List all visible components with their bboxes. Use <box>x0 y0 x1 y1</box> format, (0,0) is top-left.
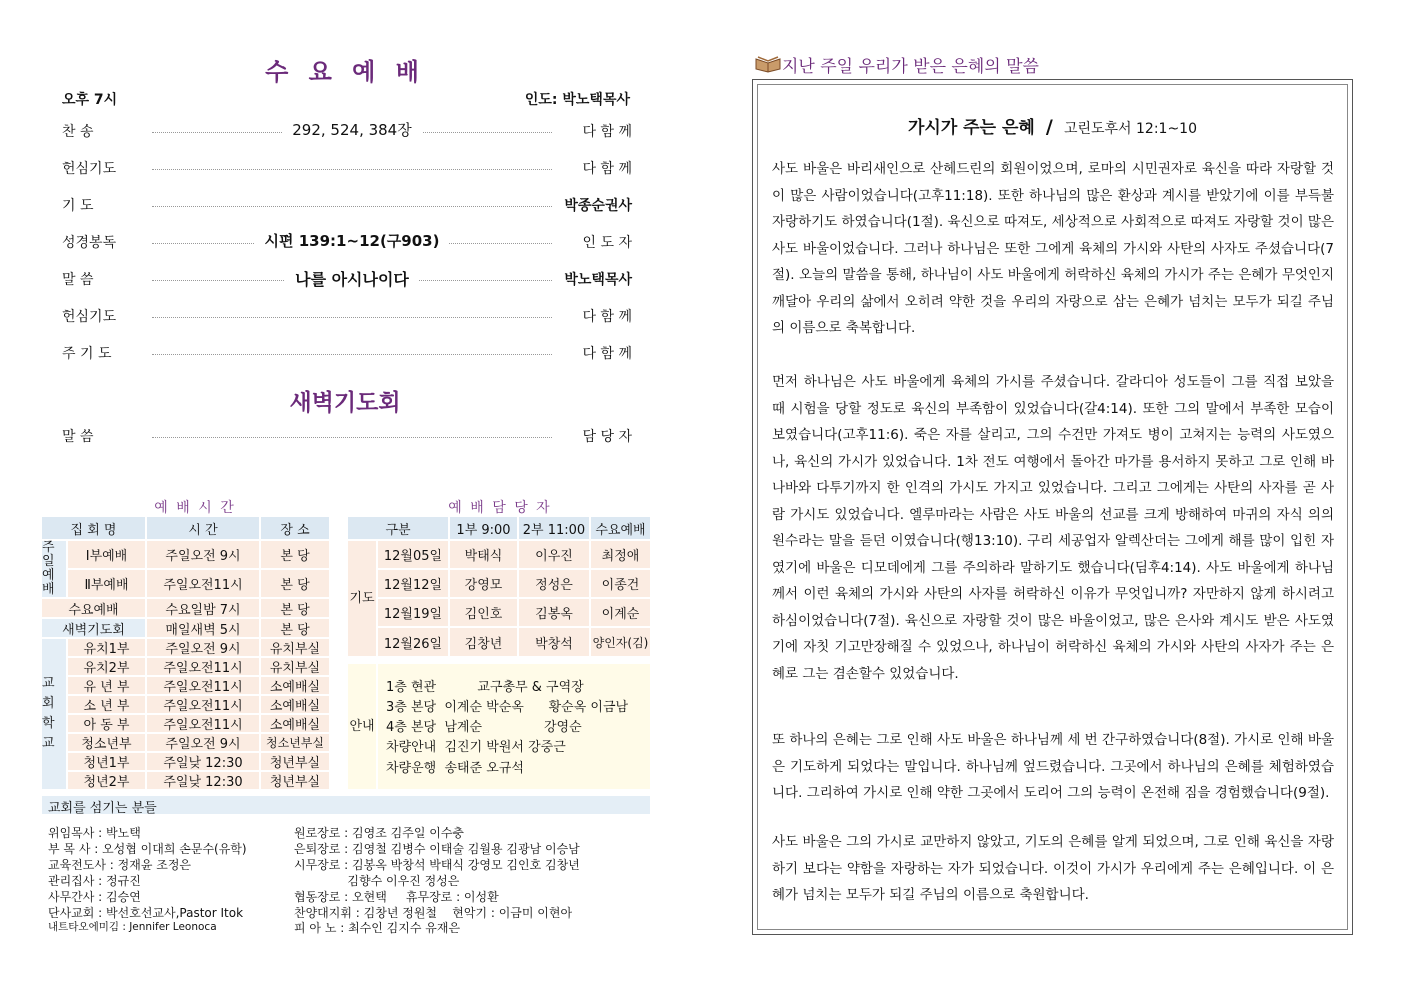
sermon-paragraph: 또 하나의 은혜는 그로 인해 사도 바울은 하나님께 세 번 간구하였습니다(8절). 가시로 인해 바울은 기도하게 되었다는 말입니다. 하나님께 엎드렸습니다. 그곳에서 하나님의 은혜를 체험하였습니다. 그리하여 가시로 인해 약한 그곳에서 도리어 그의 능력이 온전해 짐을 경험했습니다(9절). <box>772 732 1334 801</box>
table-cell: 주일오전11시 <box>147 696 259 713</box>
servant-line: 내트타오에미김 : Jennifer Leonoca <box>48 921 217 933</box>
row-person: 다 함 께 <box>582 309 632 325</box>
table-cell: 유 년 부 <box>68 677 145 694</box>
table-cell: 소예배실 <box>261 696 329 713</box>
table-cell: 청년부실 <box>261 753 329 770</box>
table-cell: 최정애 <box>591 541 650 568</box>
row-person: 박종순권사 <box>564 198 632 214</box>
sermon-reference: 고린도후서 12:1~10 <box>1063 121 1197 137</box>
row-person: 다 함 께 <box>582 124 632 140</box>
sermon-paragraph: 사도 바울은 그의 가시로 교만하지 않았고, 기도의 은혜를 알게 되었으며, 그로 인해 육신을 자랑하기 보다는 약함을 자랑하는 자가 되었습니다. 이것이 가시가 우리에게 주는 은혜입니다. 이 은혜가 넘치는 모두가 되길 주님의 이름으로 축원합니다. <box>772 834 1334 903</box>
table-cell: 12월26일 <box>378 628 448 656</box>
service-row <box>62 306 632 330</box>
table-cell: 매일새벽 5시 <box>147 619 259 637</box>
service-row <box>62 121 632 145</box>
service-row <box>62 158 632 182</box>
notice-line: 3층 본당 이계순 박순옥 황순옥 이금남 <box>386 700 629 715</box>
table-cell: 주일오전11시 <box>147 677 259 694</box>
col-header: 2부 11:00 <box>519 517 589 539</box>
dawn-prayer-title: 새벽기도회 <box>289 389 401 416</box>
book-icon <box>754 53 782 77</box>
row-person: 인 도 자 <box>582 235 632 251</box>
col-header: 집 회 명 <box>42 517 145 539</box>
table-cell: 주일오전11시 <box>147 658 259 675</box>
col-header: 장 소 <box>261 517 329 539</box>
group-notice: 안내 <box>348 664 376 789</box>
table-cell: Ⅰ부예배 <box>68 541 145 568</box>
table-cell: 청년부실 <box>261 772 329 789</box>
table-cell: 주일오전 9시 <box>147 734 259 751</box>
row-middle: 시편 139:1~12(구903) <box>255 232 450 250</box>
schedule-title: 예 배 시 간 <box>154 500 236 516</box>
sermon-paragraph: 사도 바울은 바리새인으로 산헤드린의 회원이었으며, 로마의 시민권자로 육신을 따라 자랑할 것이 많은 사람이었습니다(고후11:18). 또한 하나님의 많은 환상과 계시를 받았기에 이를 부득불 자랑하기도 하였습니다(1절). 육신으로 따져도, 세상적으로 사회적으로 따져도 자랑할 것이 많은 사도 바울이었습니다. 그러나 하나님은 또한 그에게 육체의 가시와 사탄의 사자도 주셨습니다(7절). 오늘의 말씀을 통해, 하나님이 사도 바울에게 허락하신 육체의 가시가 주는 은혜가 무엇인지 깨달아 우리의 삶에서 오히려 약한 것을 우리의 자랑으로 삼는 은혜가 넘치는 모두가 되길 주님의 이름으로 축복합니다. <box>772 161 1334 336</box>
table-cell: 아 동 부 <box>68 715 145 732</box>
notice-line: 1층 현관 교구총무 & 구역장 <box>386 680 584 695</box>
table-cell: 양인자(김) <box>591 628 650 656</box>
col-header: 시 간 <box>147 517 259 539</box>
servant-line: 시무장로 : 김봉옥 박창석 박태식 강영모 김인호 김창년 <box>294 858 580 872</box>
table-cell: 12월19일 <box>378 599 448 626</box>
row-person: 다 함 께 <box>582 346 632 362</box>
row-middle: 292, 524, 384장 <box>282 121 421 139</box>
servant-line: 피 아 노 : 최수인 김지수 유재은 <box>294 921 461 935</box>
table-cell: 김인호 <box>450 599 517 626</box>
table-cell: 수요예배 <box>42 599 145 617</box>
table-cell: 김봉옥 <box>519 599 589 626</box>
table-cell: 주일낮 12:30 <box>147 772 259 789</box>
table-cell: 강영모 <box>450 570 517 597</box>
service-row <box>62 343 632 367</box>
table-cell: 김창년 <box>450 628 517 656</box>
servant-line: 김향수 이우진 정성은 <box>294 874 460 888</box>
table-cell: 소예배실 <box>261 677 329 694</box>
sermon-heading <box>752 113 1353 138</box>
notice-content <box>378 664 650 789</box>
row-person: 다 함 께 <box>582 161 632 177</box>
servant-line: 은퇴장로 : 김영철 김병수 이태술 김월용 김광남 이승남 <box>294 842 580 856</box>
col-header: 1부 9:00 <box>450 517 517 539</box>
row-label: 찬 송 <box>62 124 94 140</box>
row-label: 헌심기도 <box>62 309 117 325</box>
servant-line: 단사교회 : 박선호선교사,Pastor Itok <box>48 906 244 920</box>
notice-line: 차량운행 송태준 오규석 <box>386 761 524 776</box>
row-label: 말 씀 <box>62 272 94 288</box>
row-label: 기 도 <box>62 198 94 214</box>
table-cell: 유치1부 <box>68 639 145 656</box>
row-label: 헌심기도 <box>62 161 117 177</box>
group-school: 교회학교 <box>42 639 66 789</box>
servants-title: 교회를 섬기는 분들 <box>48 801 157 816</box>
table-cell: Ⅱ부예배 <box>68 570 145 597</box>
table-cell: 청소년부실 <box>261 734 329 751</box>
servant-line: 위임목사 : 박노택 <box>48 826 141 840</box>
table-cell: 새벽기도회 <box>42 619 145 637</box>
sermon-title-wed: 나를 아시나이다 <box>285 270 419 289</box>
service-leader: 인도: 박노택목사 <box>524 92 630 108</box>
table-cell: 주일오전 9시 <box>147 541 259 568</box>
table-cell: 12월12일 <box>378 570 448 597</box>
row-label: 주 기 도 <box>62 346 112 362</box>
servant-line: 관리집사 : 정규진 <box>48 874 141 888</box>
servant-line: 교육전도사 : 정재윤 조정은 <box>48 858 191 872</box>
sermon-section-title: 지난 주일 우리가 받은 은혜의 말씀 <box>782 57 1039 77</box>
servant-line: 찬양대지휘 : 김창년 정원철 현악기 : 이금미 이현아 <box>294 906 573 920</box>
table-cell: 본 당 <box>261 541 329 568</box>
service-time: 오후 7시 <box>62 92 118 108</box>
table-cell: 이종건 <box>591 570 650 597</box>
table-cell: 본 당 <box>261 599 329 617</box>
table-cell: 주일오전 9시 <box>147 639 259 656</box>
table-cell: 유치부실 <box>261 658 329 675</box>
notice-line: 4층 본당 남계순 강영순 <box>386 720 582 735</box>
prayer-duty-title: 예 배 담 당 자 <box>448 500 552 516</box>
table-cell: 유치부실 <box>261 639 329 656</box>
table-cell: 본 당 <box>261 570 329 597</box>
table-cell: 박태식 <box>450 541 517 568</box>
table-cell: 12월05일 <box>378 541 448 568</box>
service-row <box>62 195 632 219</box>
servant-line: 부 목 사 : 오성협 이대희 손문수(유학) <box>48 842 247 856</box>
table-cell: 이계순 <box>591 599 650 626</box>
servant-line: 원로장로 : 김영조 김주일 이수충 <box>294 826 464 840</box>
table-cell: 정성은 <box>519 570 589 597</box>
table-cell: 소 년 부 <box>68 696 145 713</box>
table-cell: 청년2부 <box>68 772 145 789</box>
title-slash: / <box>1045 116 1053 138</box>
servant-line: 협동장로 : 오현택 휴무장로 : 이성환 <box>294 890 499 904</box>
servants-header-bar <box>42 796 650 814</box>
table-cell: 주일낮 12:30 <box>147 753 259 770</box>
row-person: 담 당 자 <box>582 429 632 445</box>
service-row <box>62 232 632 256</box>
table-cell: 이우진 <box>519 541 589 568</box>
col-header: 수요예배 <box>591 517 650 539</box>
table-cell: 주일오전11시 <box>147 570 259 597</box>
table-cell: 주일오전11시 <box>147 715 259 732</box>
wednesday-service-title: 수 요 예 배 <box>265 57 425 86</box>
table-cell: 청소년부 <box>68 734 145 751</box>
table-cell: 본 당 <box>261 619 329 637</box>
row-person: 박노택목사 <box>564 272 632 288</box>
col-header: 구분 <box>348 517 448 539</box>
sermon-paragraph: 먼저 하나님은 사도 바울에게 육체의 가시를 주셨습니다. 갈라디아 성도들이 그를 직접 보았을 때 시험을 당할 정도로 육신의 부족함이 있었습니다(갈4:14). 또한 그의 말에서 부족한 모습이 보였습니다(고후11:6). 죽은 자를 살리고, 그의 수건만 가져도 병이 고쳐지는 능력의 사도였으나, 육신의 가시가 있었습니다. 1차 전도 여행에서 돌아간 마가를 용서하지 못하고 그로 인해 바나바와 다투기까지 한 인격의 가시도 가지고 있었습니다. 그리고 그에게는 사탄의 사자를 곧 사람 가시도 있었습니다. 엘루마라는 사람은 사도 바울의 선교를 크게 방해하여 마귀의 자식 의의 원수라는 말을 듣던 이였습니다(행13:10). 구리 세공업자 알렉산더는 그에게 해를 많이 입힌 자였기에 바울은 디모데에게 그를 주의하라 말하기도 했습니다(딤후4:14). 사도 바울에게 하나님께서 이런 육체의 가시와 사탄의 사자를 허락하신 이유가 무엇입니까? 자만하지 않게 하시려고 하심이었습니다(7절). 육신으로 자랑할 것이 많은 바울이었고, 많은 은사와 계시도 받은 사도였기에 자칫 기고만장해질 수 있었으나, 하나님이 허락하신 육체의 가시와 사탄의 사자가 주는 은혜로 그는 겸손할수 있었습니다. <box>772 374 1334 682</box>
row-label: 성경봉독 <box>62 235 117 251</box>
service-row <box>62 269 632 293</box>
table-cell: 박창석 <box>519 628 589 656</box>
notice-line: 차량안내 김진기 박원서 강중근 <box>386 740 566 755</box>
table-cell: 청년1부 <box>68 753 145 770</box>
table-cell: 수요일밤 7시 <box>147 599 259 617</box>
group-prayer: 기도 <box>348 541 376 656</box>
table-cell: 소예배실 <box>261 715 329 732</box>
table-cell: 유치2부 <box>68 658 145 675</box>
sermon-title: 가시가 주는 은혜 <box>908 118 1035 138</box>
servant-line: 사무간사 : 김승연 <box>48 890 141 904</box>
group-sunday: 주일예배 <box>42 541 66 597</box>
row-label: 말 씀 <box>62 429 94 445</box>
dawn-row <box>62 426 632 450</box>
